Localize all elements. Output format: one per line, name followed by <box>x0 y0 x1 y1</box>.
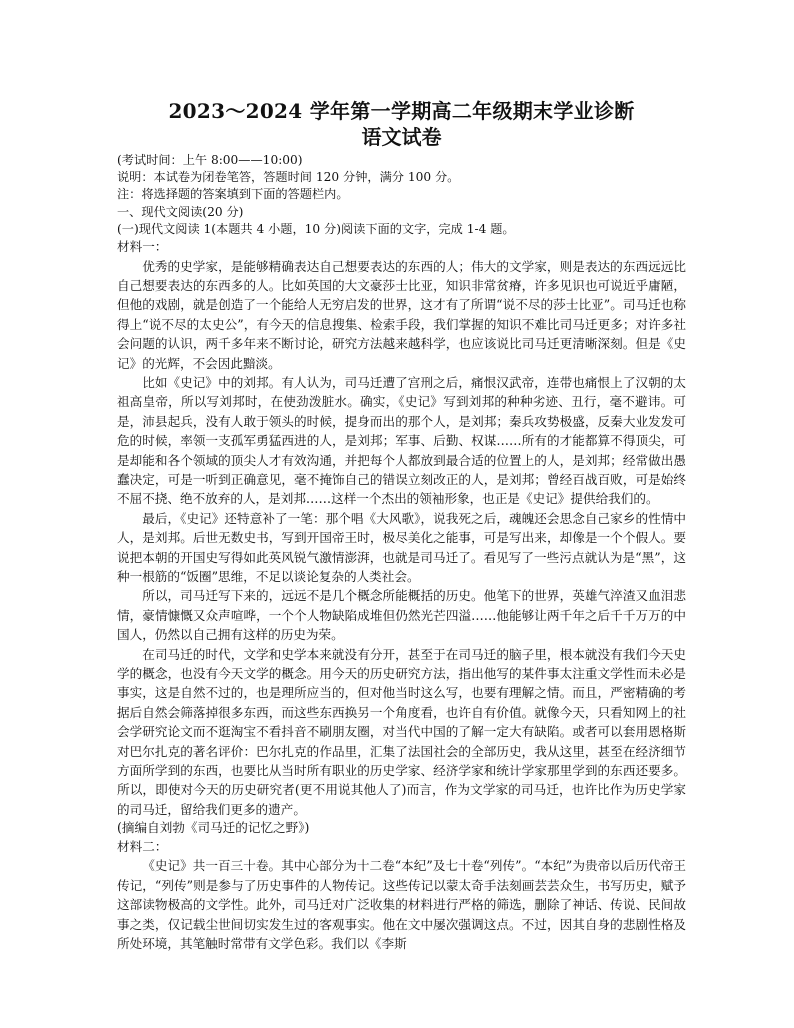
exam-title: 2023～2024 学年第一学期高二年级期末学业诊断 <box>168 99 635 123</box>
section-heading: 一、现代文阅读(20 分) <box>117 204 244 219</box>
paragraph: 所以，司马迁写下来的，远远不是几个概念所能概括的历史。他笔下的世界，英雄气淬渣又血泪悲情，豪情慷慨又众声喧哗，一个个人物缺陷成堆但仍然光芒四溢……他能够让两千年之后千千万万的中国人，仍然以自己拥有这样的历史为荣。 <box>117 588 686 643</box>
exam-note: 注：将选择题的答案填到下面的答题栏内。 <box>117 187 349 202</box>
paragraph: 在司马迁的时代，文学和史学本来就没有分开，甚至于在司马迁的脑子里，根本就没有我们今天史学的概念，也没有今天文学的概念。用今天的历史研究方法，指出他写的某件事太注重文学性而未必是事实，这是自然不过的，也是理所应当的，但对他当时这么写，也要有理解之情。而且，严密精确的考据后自然会筛落掉很多东西，而这些东西换另一个角度看，也许自有价值。就像今天，只看知网上的社会学研究论文而不逛淘宝不看抖音不刷朋友圈，对当代中国的了解一定大有缺陷。或者可以套用恩格斯对巴尔扎克的著名评价：巴尔扎克的作品里，汇集了法国社会的全部历史，我从这里，甚至在经济细节方面所学到的东西，也要比从当时所有职业的历史学家、经济学家和统计学家那里学到的东西还要多。所以，即使对今天的历史研究者(更不用说其他人了)而言，作为文学家的司马迁，也许比作为历史学家的司马迁，留给我们更多的遗产。 <box>117 646 686 817</box>
exam-time: (考试时间：上午 8:00——10:00) <box>117 153 303 167</box>
paragraph: 最后，《史记》还特意补了一笔：那个唱《大风歌》，说我死之后，魂魄还会思念自己家乡的性情中人，是刘邦。后世无数史书，写到开国帝王时，极尽美化之能事，可是写出来，却像是一个个假人。要说把本朝的开国史写得如此英风锐气激情澎湃，也就是司马迁了。看见写了一些污点就认为是“黑”，这种一根筋的“饭圈”思维，不足以谈论复杂的人类社会。 <box>117 510 686 585</box>
material-one-source: (摘编自刘勃《司马迁的记忆之野》) <box>117 820 310 836</box>
paragraph: 《史记》共一百三十卷。其中心部分为十二卷“本纪”及七十卷“列传”。“本纪”为贵帝以后历代帝王传记，“列传”则是参与了历史事件的人物传记。这些传记以蒙太奇手法刻画芸芸众生，书写历史，赋予这部读物极高的文学性。此外，司马迁对广泛收集的材料进行严格的筛选，删除了神话、传说、民间故事之类，仅记载尘世间切实发生过的客观事实。他在文中屡次强调这点。不过，因其自身的悲剧性格及所处环境，其笔触时常带有文学色彩。我们以《李斯 <box>117 858 686 951</box>
paragraph: 优秀的史学家，是能够精确表达自己想要表达的东西的人；伟大的文学家，则是表达的东西远远比自己想要表达的东西多的人。比如英国的大文豪莎士比亚，知识非常贫瘠，许多见识也可说近乎庸陋，但他的戏剧，就是创造了一个能给人无穷启发的世界，这才有了所谓“说不尽的莎士比亚”。司马迁也称得上“说不尽的太史公”，有今天的信息搜集、检索手段，我们掌握的知识不难比司马迁更多；对许多社会问题的认识，两千多年来不断讨论，研究方法越来越科学，也应该说比司马迁更清晰深刻。但是《史记》的光辉，不会因此黯淡。 <box>117 258 686 371</box>
part-heading: (一)现代文阅读 1(本题共 4 小题，10 分)阅读下面的文字，完成 1-4 题。 <box>117 221 515 236</box>
exam-instruction: 说明：本试卷为闭卷笔答，答题时间 120 分钟，满分 100 分。 <box>117 170 460 185</box>
exam-subtitle: 语文试卷 <box>361 125 442 149</box>
material-one-label: 材料一： <box>117 239 168 255</box>
paragraph: 比如《史记》中的刘邦。有人认为，司马迁遭了宫刑之后，痛恨汉武帝，连带也痛恨上了汉朝的太祖高皇帝，所以写刘邦时，在使劲泼脏水。确实，《史记》写到刘邦的种种劣迹、丑行，毫不避讳。可是，沛县起兵，没有人敢于领头的时候，提身而出的那个人，是刘邦；秦兵攻势极盛，反秦大业发发可危的时候，率领一支孤军勇猛西进的人，是刘邦；军事、后勤、权谋……所有的才能都算不得顶尖，可是却能和各个领域的顶尖人才有效沟通，并把每个人都放到最合适的位置上的人，是刘邦；经常做出愚蠢决定，可是一听到正确意见，毫不掩饰自己的错误立刻改正的人，是刘邦；曾经百战百败，可是始终不屈不挠、绝不放弃的人，是刘邦……这样一个杰出的领袖形象，也正是《史记》提供给我们的。 <box>117 374 686 507</box>
material-two-label: 材料二： <box>117 838 168 854</box>
